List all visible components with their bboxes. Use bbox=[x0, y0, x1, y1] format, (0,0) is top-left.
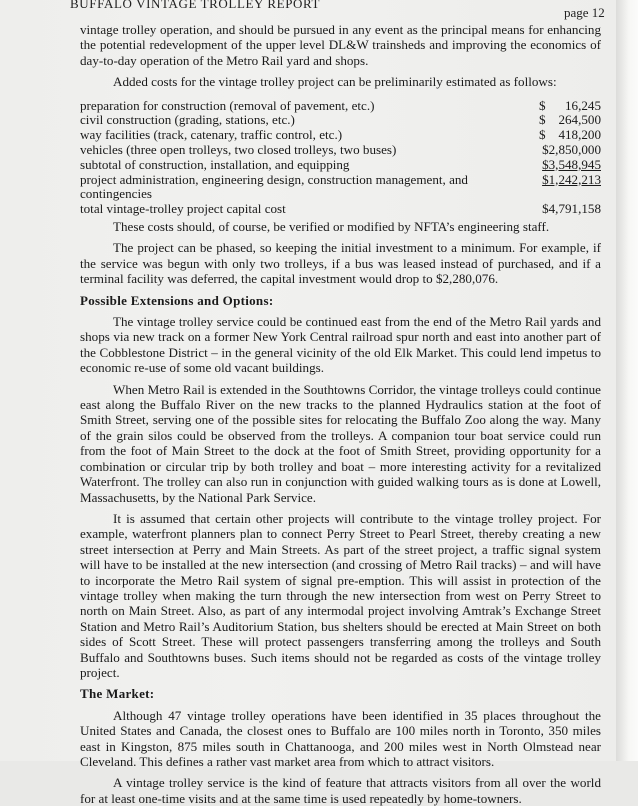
body-paragraph: Although 47 vintage trolley operations have been identified in 35 places throughout the United States and Canada, the closest ones to Buffalo are 100 miles north in Toronto, 350 miles east in Kingston, 875 miles south in Chattanooga, and 200 miles west in North Olmstead near Cleveland. This defines a rather vast market area from which to attract visitors. bbox=[80, 707, 601, 769]
section-heading-market: The Market: bbox=[80, 686, 155, 702]
cost-item: preparation for construction (removal of pavement, etc.) bbox=[80, 97, 375, 113]
cost-row bbox=[80, 143, 601, 158]
cost-currency: $ bbox=[539, 97, 546, 113]
body-paragraph: A vintage trolley service is the kind of feature that attracts visitors from all over the world for at least one-time visits and at the same time is used repeatedly by home-towners. bbox=[80, 775, 601, 806]
phasing-paragraph: The project can be phased, so keeping the initial investment to a minimum. For example, if the service was begun with only two trolleys, if a bus was leased instead of purchased, and if a terminal facility was deferred, the capital investment would drop to $2,280,076. bbox=[80, 240, 601, 287]
cost-amount: 418,200 bbox=[558, 127, 601, 143]
intro-paragraph: vintage trolley operation, and should be pursued in any event as the principal means for enhancing the potential redevelopment of the upper level DL&W trainsheds and improving the economics of day-to-day operation of the Metro Rail yard and shops. bbox=[80, 22, 601, 68]
cost-row bbox=[80, 128, 601, 143]
cost-currency: $ bbox=[539, 127, 546, 143]
cost-amount: $3,548,945 bbox=[542, 156, 601, 172]
cost-item: vehicles (three open trolleys, two closed trolleys, two buses) bbox=[80, 142, 397, 158]
cost-item: subtotal of construction, installation, and equipping bbox=[80, 156, 350, 172]
body-paragraph: It is assumed that certain other projects will contribute to the vintage trolley project. For example, waterfront planners plan to connect Perry Street to Pearl Street, thereby creating a new street intersection at Perry and Main Streets. As part of the street project, a traffic signal system will have to be installed at the new intersection (and crossing of Metro Rail tracks) – and will have to incorporate the Metro Rail system of signal pre-emption. This will assist in protection of the vintage trolley when making the turn through the new intersection from west on Perry Street to north on Main Street. Also, as part of any intermodal project involving Amtrak’s Exchange Street Station and Metro Rail’s Auditorium Station, bus shelters should be erected at Main Street on both sides of Scott Street. These will protect passengers transferring among the trolleys and South Buffalo and Southtowns buses. Such items should not be regarded as costs of the vintage trolley project. bbox=[80, 510, 601, 680]
section-heading-extensions: Possible Extensions and Options: bbox=[80, 292, 274, 308]
cost-item: way facilities (track, catenary, traffic control, etc.) bbox=[80, 127, 343, 143]
cost-item: total vintage-trolley project capital cost bbox=[80, 201, 286, 217]
cost-amount: $1,242,213 bbox=[542, 171, 601, 187]
cost-row bbox=[80, 99, 601, 114]
cost-row-subtotal bbox=[80, 158, 601, 173]
cost-amount: 16,245 bbox=[564, 97, 601, 113]
costs-note: These costs should, of course, be verified or modified by NFTA’s engineering staff. bbox=[113, 219, 550, 234]
running-title: BUFFALO VINTAGE TROLLEY REPORT bbox=[70, 0, 321, 11]
cost-amount: $4,791,158 bbox=[542, 201, 601, 217]
cost-table bbox=[80, 99, 601, 217]
cost-row bbox=[80, 113, 601, 128]
body-paragraph: When Metro Rail is extended in the Southtowns Corridor, the vintage trolleys could continue east along the Buffalo River on the new tracks to the planned Hydraulics station at the foot of Smith Street, serving one of the possible sites for relocating the Buffalo Zoo along the way. Many of the grain silos could be observed from the trolleys. A companion tour boat service could run from the foot of Main Street to the dock at the foot of Smith Street, providing opportunity for a combination or circular trip by both trolley and boat – more interesting activity for a revitalized Waterfront. The trolley can also run in conjunction with guided walking tours as is done at Lowell, Massachusetts, by the National Park Service. bbox=[80, 381, 601, 505]
cost-item: civil construction (grading, stations, etc.) bbox=[80, 112, 295, 128]
cost-currency: $ bbox=[539, 112, 546, 128]
cost-row-total bbox=[80, 202, 601, 217]
body-paragraph: The vintage trolley service could be continued east from the end of the Metro Rail yards and shops via new track on a former New York Central railroad spur north and east into another part of the Cobblestone District – in the general vicinity of the old Elk Market. This could lend impetus to economic re-use of some old vacant buildings. bbox=[80, 314, 601, 376]
cost-amount: 264,500 bbox=[558, 112, 601, 128]
scan-page-edge bbox=[616, 0, 638, 761]
page-number: page 12 bbox=[564, 5, 605, 20]
cost-row bbox=[80, 173, 601, 203]
page-content bbox=[80, 22, 601, 806]
costs-intro: Added costs for the vintage trolley project can be preliminarily estimated as follows: bbox=[113, 74, 557, 90]
cost-amount: $2,850,000 bbox=[542, 142, 601, 158]
cost-item: project administration, engineering design, construction management, and contingencies bbox=[80, 171, 468, 202]
